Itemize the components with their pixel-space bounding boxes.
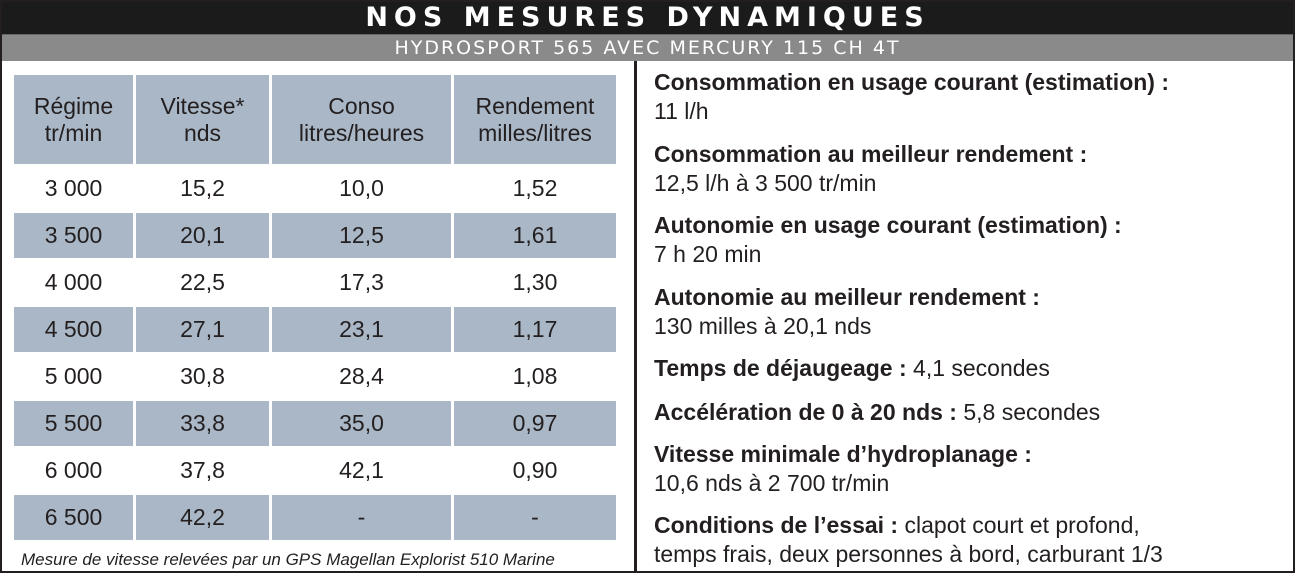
table-cell: 0,90 (454, 446, 616, 493)
measure-label: Autonomie au meilleur rendement : (654, 284, 1040, 310)
table-cell: 20,1 (136, 211, 272, 258)
measure-value: 7 h 20 min (654, 241, 762, 267)
measure-label: Temps de déjaugeage : (654, 355, 907, 381)
table-cell: 22,5 (136, 258, 272, 305)
title-bar (2, 2, 1293, 34)
table-cell: 28,4 (272, 352, 454, 399)
page-subtitle: HYDROSPORT 565 AVEC MERCURY 115 CH 4T (394, 37, 901, 59)
table-cell: 37,8 (136, 446, 272, 493)
measures-table (14, 75, 616, 540)
table-cell: 5 500 (14, 399, 136, 446)
table-cell: 30,8 (136, 352, 272, 399)
measure-label: Accélération de 0 à 20 nds : (654, 399, 957, 425)
measures-table-wrap (14, 75, 616, 540)
table-cell: 1,61 (454, 211, 616, 258)
table-cell: 6 000 (14, 446, 136, 493)
table-cell: 23,1 (272, 305, 454, 352)
column-header-regime: Régime tr/min (14, 75, 136, 164)
table-cell: - (454, 493, 616, 540)
table-cell: 3 500 (14, 211, 136, 258)
table-row (14, 164, 616, 211)
measure-conditions (654, 511, 1163, 569)
table-cell: 0,97 (454, 399, 616, 446)
table-cell: 42,2 (136, 493, 272, 540)
table-cell: 1,17 (454, 305, 616, 352)
measure-value: 130 milles à 20,1 nds (654, 313, 872, 339)
table-cell: 3 000 (14, 164, 136, 211)
table-row (14, 258, 616, 305)
column-header-vitesse: Vitesse* nds (136, 75, 272, 164)
measure-label: Vitesse minimale d’hydroplanage : (654, 441, 1032, 467)
table-cell: 4 500 (14, 305, 136, 352)
measure-conso-courante (654, 68, 1169, 126)
measure-value: 10,6 nds à 2 700 tr/min (654, 470, 890, 496)
measure-value: 11 l/h (654, 98, 709, 124)
table-cell: 6 500 (14, 493, 136, 540)
measure-label: Conditions de l’essai : (654, 512, 899, 538)
measure-hydroplanage (654, 440, 1032, 498)
measure-value: 5,8 secondes (963, 399, 1101, 425)
table-row (14, 399, 616, 446)
table-cell: 1,30 (454, 258, 616, 305)
subtitle-bar (2, 34, 1293, 61)
measure-value: clapot court et profond, (904, 512, 1140, 538)
table-cell: - (272, 493, 454, 540)
column-divider (634, 61, 637, 573)
table-row (14, 352, 616, 399)
table-row (14, 493, 616, 540)
table-header-row (14, 75, 616, 164)
table-cell: 15,2 (136, 164, 272, 211)
table-footnote: Mesure de vitesse relevées par un GPS Magellan Explorist 510 Marine (21, 550, 555, 569)
table-row (14, 446, 616, 493)
table-cell: 17,3 (272, 258, 454, 305)
measure-label: Consommation en usage courant (estimation) : (654, 69, 1169, 95)
table-row (14, 211, 616, 258)
table-cell: 1,08 (454, 352, 616, 399)
table-row (14, 305, 616, 352)
measure-autonomie-courante (654, 211, 1122, 269)
column-header-rendement: Rendement milles/litres (454, 75, 616, 164)
measure-autonomie-meilleur (654, 283, 1040, 341)
column-header-conso: Conso litres/heures (272, 75, 454, 164)
table-cell: 42,1 (272, 446, 454, 493)
table-cell: 10,0 (272, 164, 454, 211)
table-cell: 1,52 (454, 164, 616, 211)
measure-value: 4,1 secondes (913, 355, 1050, 381)
measure-dejaugeage (654, 354, 1050, 383)
table-cell: 35,0 (272, 399, 454, 446)
table-cell: 27,1 (136, 305, 272, 352)
table-cell: 5 000 (14, 352, 136, 399)
page-title: NOS MESURES DYNAMIQUES (365, 2, 930, 33)
table-cell: 33,8 (136, 399, 272, 446)
measure-acceleration (654, 398, 1100, 427)
measure-value-continued: temps frais, deux personnes à bord, carburant 1/3 (654, 541, 1163, 567)
table-cell: 12,5 (272, 211, 454, 258)
measure-label: Consommation au meilleur rendement : (654, 141, 1088, 167)
measure-label: Autonomie en usage courant (estimation) : (654, 212, 1122, 238)
measure-conso-meilleur (654, 140, 1087, 198)
table-cell: 4 000 (14, 258, 136, 305)
measure-value: 12,5 l/h à 3 500 tr/min (654, 170, 877, 196)
